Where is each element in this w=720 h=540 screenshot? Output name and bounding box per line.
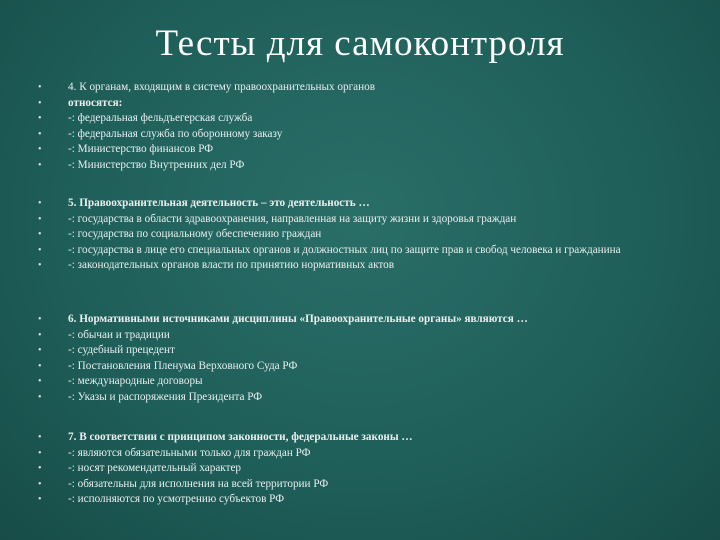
question-7 [38,430,678,446]
answer-option [38,243,678,259]
answer-option [38,359,678,375]
answer-option [38,492,678,508]
bullet-icon: • [38,360,42,372]
slide-title: Тесты для самоконтроля [155,23,565,64]
option-text: -: Министерство Внутренних дел РФ [68,158,245,171]
question-6-text: 6. Нормативными источниками дисциплины «Правоохранительные органы» являются … [68,313,528,325]
bullet-icon: • [38,314,42,325]
option-text: -: государства по социальному обеспечению граждан [68,228,322,240]
question-4-line-2 [38,96,678,112]
bullet-icon: • [38,447,42,459]
option-text: -: Указы и распоряжения Президента РФ [68,390,263,403]
answer-option [38,212,678,228]
option-text: -: государства в области здравоохранения, направленная на защиту жизни и здоровья граждан [68,212,517,225]
question-block-5 [38,196,678,274]
option-text: -: Министерство финансов РФ [68,143,214,155]
bullet-icon: • [38,144,42,155]
question-block-4 [38,80,678,173]
bullet-icon: • [38,97,42,109]
option-text: -: международные договоры [68,375,203,387]
answer-option [38,328,678,344]
bullet-icon: • [38,432,42,443]
question-5-text: 5. Правоохранительная деятельность – это деятельность … [68,197,370,209]
answer-option [38,477,678,493]
answer-option [38,158,678,174]
answer-option [38,461,678,477]
option-text: -: обязательны для исполнения на всей территории РФ [68,477,329,490]
question-6 [38,312,678,328]
answer-option [38,142,678,158]
bullet-icon: • [38,159,42,171]
option-text: -: законодательных органов власти по принятию нормативных актов [68,259,394,271]
bullet-icon: • [38,478,42,490]
option-text: -: федеральная служба по оборонному заказу [68,127,283,140]
answer-option [38,258,678,274]
bullet-icon: • [38,244,42,256]
bullet-icon: • [38,198,42,209]
bullet-icon: • [38,345,42,356]
answer-option [38,343,678,359]
bullet-icon: • [38,82,42,93]
question-5 [38,196,678,212]
question-block-7 [38,430,678,508]
option-text: -: исполняются по усмотрению субъектов РФ [68,493,285,505]
option-text: -: носят рекомендательный характер [68,462,242,474]
option-text: -: Постановления Пленума Верховного Суда РФ [68,359,298,372]
question-4-text: 4. К органам, входящим в систему правоохранительных органов [68,81,375,93]
question-block-6 [38,312,678,405]
bullet-icon: • [38,376,42,387]
answer-option [38,390,678,406]
option-text: -: государства в лице его специальных органов и должностных лиц по защите прав и свобод человека и гражданина [68,243,621,256]
option-text: -: обычаи и традиции [68,328,170,341]
bullet-icon: • [38,213,42,225]
bullet-icon: • [38,463,42,474]
answer-option [38,374,678,390]
bullet-icon: • [38,494,42,505]
answer-option [38,127,678,143]
option-text: -: федеральная фельдъегерская служба [68,112,253,124]
option-text: -: судебный прецедент [68,344,175,356]
question-4-text-cont: относятся: [68,96,123,109]
bullet-icon: • [38,128,42,140]
bullet-icon: • [38,229,42,240]
bullet-icon: • [38,260,42,271]
bullet-icon: • [38,329,42,341]
bullet-icon: • [38,113,42,124]
question-4-line-1 [38,80,678,96]
question-7-text: 7. В соответствии с принципом законности, федеральные законы … [68,431,413,443]
answer-option [38,446,678,462]
answer-option [38,227,678,243]
option-text: -: являются обязательными только для граждан РФ [68,446,311,459]
answer-option [38,111,678,127]
bullet-icon: • [38,391,42,403]
